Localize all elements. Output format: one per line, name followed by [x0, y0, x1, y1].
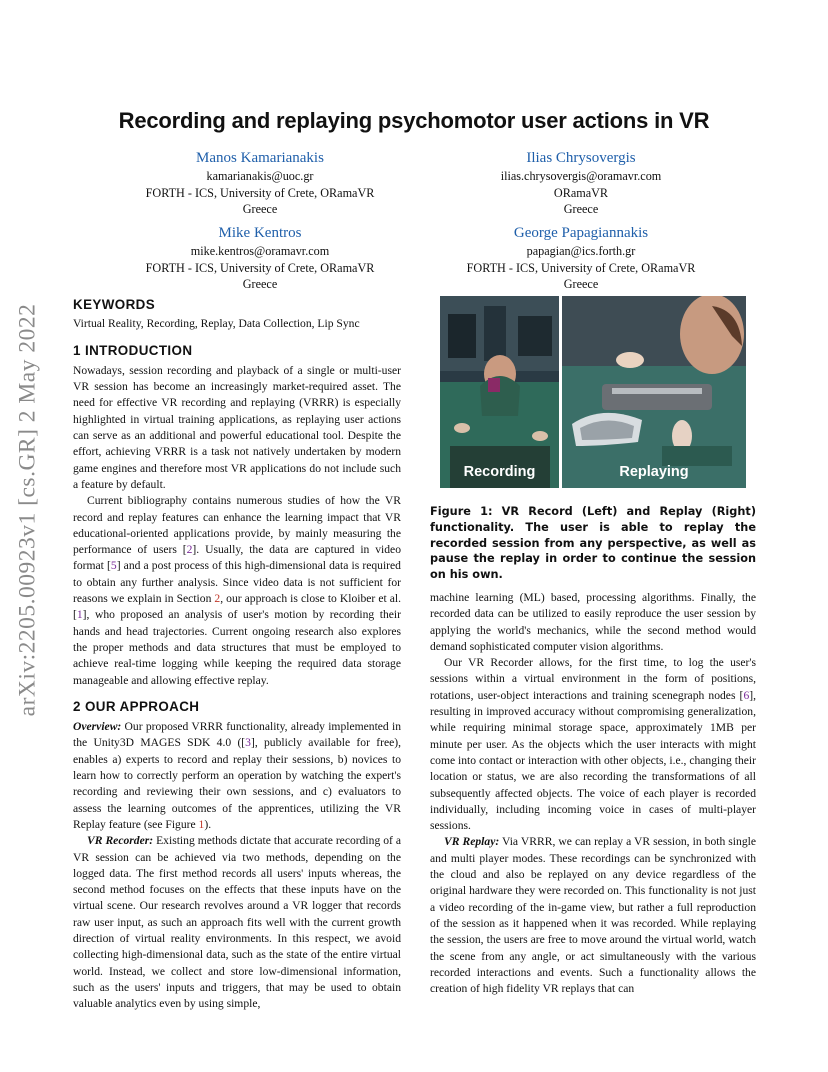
citation-link[interactable]: 5: [110, 559, 117, 573]
vr-replay-paragraph: VR Replay: Via VRRR, we can replay a VR session, in both single and multi player modes. These recordings can be synchronized with the cloud and also be replayed on any device regardless of the original hardware they were recorded on. This functionality is not just a video recording of the in-game view, but rather a full reproduction of the session as it happened when it was recorded. While replaying the session, the users are free to move around the virtual world, watch the scene from any angle, or act simultaneously with the various recorded interactions and events. Such a functionality allows the creation of high fidelity VR replays that can: [430, 835, 756, 996]
author-name[interactable]: Mike Kentros: [218, 225, 302, 241]
replaying-scene: [562, 296, 746, 488]
vr-recorder-paragraph: VR Recorder: Existing methods dictate that accurate recording of a VR session can be achieved via two methods, depending on the logged data. The first method records all users' inputs whereas, the second method focuses on the effects that these inputs have on the virtual scene. Our research revolves around a VR logger that records raw user input, as such an approach fits well with the current growth direction of virtual reality environments. In this respect, we avoid collecting high-dimensional data, such as the state of the entire virtual world. Instead, we collect and store low-dimensional information, such as the users' inputs and triggers, that may be used to obtain valuable analytics even by using simple,: [73, 834, 402, 1011]
intro-paragraph-2: Current bibliography contains numerous studies of how the VR record and replay features can enhance the learning impact that VR educational-oriented applications provide, by mainly measuring the performance of users [2]. Usually, the data are captured in video format [5] and a post process of this high-dimensional data is required to obtain any further analysis. Since video data is not sufficient for reasons we explain in Section 2, our approach is close to Kloiber et al. [1], who proposed an analysis of user's motion by recording their hands and head trajectories. Current ongoing research also explores the proper methods and data structures that must be employed to achieve real-time logging while keeping the required data storage manageable and allowing effective replay.: [73, 494, 401, 687]
author-block-3: [110, 224, 410, 293]
author-country: Greece: [563, 277, 599, 292]
author-email: kamarianakis@uoc.gr: [206, 169, 314, 183]
author-name[interactable]: George Papagiannakis: [513, 225, 649, 241]
section-link[interactable]: 2: [214, 592, 221, 606]
citation-link[interactable]: 6: [743, 688, 750, 702]
figure-caption: Figure 1: VR Record (Left) and Replay (Right) functionality. The user is able to replay the recorded session from any perspective, as well as pause the replay in order to continue the session on his own.: [430, 505, 756, 582]
author-country: Greece: [242, 202, 278, 217]
author-country: Greece: [563, 202, 599, 217]
section-1-heading: 1 INTRODUCTION: [73, 342, 193, 358]
replaying-image: [562, 296, 746, 488]
keywords-heading: KEYWORDS: [73, 297, 156, 312]
figure-link[interactable]: 1: [198, 817, 205, 831]
left-column: [73, 297, 401, 1012]
right-paragraph-1: machine learning (ML) based, processing algorithms. Finally, the recorded data can be utilized to easily reproduce the user session by applying the world's mechanics, while the second method would demand sophisticated computer vision algorithms.: [430, 591, 756, 653]
author-email: ilias.chrysovergis@oramavr.com: [500, 169, 662, 183]
author-affiliation: FORTH - ICS, University of Crete, ORamaVR: [145, 185, 375, 200]
author-name[interactable]: Ilias Chrysovergis: [526, 150, 636, 166]
author-block-4: [431, 224, 731, 293]
right-column: [430, 590, 756, 997]
author-email: papagian@ics.forth.gr: [526, 244, 636, 258]
author-affiliation: FORTH - ICS, University of Crete, ORamaVR: [145, 260, 375, 275]
author-name[interactable]: Manos Kamarianakis: [196, 150, 324, 166]
section-2-heading: 2 OUR APPROACH: [73, 698, 200, 714]
recording-image: [440, 296, 559, 488]
right-paragraph-2: Our VR Recorder allows, for the first time, to log the user's sessions within a virtual environment in the form of positions, rotations, user-object interactions and training scenegraph nodes [6], resulting in improved accuracy without compromising generalization, while requiring minimal storage space, approximately 1MB per minute per user. As the objects which the user interacts with might come into contact or interaction with other objects, i.e., changing their location or status, we are also recording the transformations of all subsequently affected objects. The voice of each player is recorded individually, including incoming voice in cases of multi-player sessions.: [430, 656, 756, 833]
arxiv-stamp: arXiv:2205.00923v1 [cs.GR] 2 May 2022: [14, 303, 41, 717]
keywords-text: Virtual Reality, Recording, Replay, Data Collection, Lip Sync: [73, 317, 360, 331]
author-email: mike.kentros@oramavr.com: [190, 244, 330, 258]
author-affiliation: FORTH - ICS, University of Crete, ORamaVR: [466, 260, 696, 275]
overview-paragraph: Overview: Our proposed VRRR functionality, already implemented in the Unity3D MAGES SDK 4.0 ([3], publicly available for free), enables a) experts to record and replay their sessions, b) novices to learn how to correctly perform an operation by watching the expert's recording and reviewing their own sessions, and c) evaluators to assess the learning outcomes of the apprentices, utilizing the VR Replay feature (see Figure 1).: [73, 720, 401, 831]
citation-link[interactable]: 1: [76, 608, 83, 622]
citation-link[interactable]: 2: [186, 543, 193, 557]
paper-title: Recording and replaying psychomotor user actions in VR: [118, 108, 710, 133]
citation-link[interactable]: 3: [245, 736, 251, 750]
recording-scene: [440, 296, 559, 488]
author-block-1: [110, 149, 410, 218]
intro-paragraph-1: Nowadays, session recording and playback of a single or multi-user VR session has become an increasingly market-required asset. The need for effective VR recording and replaying (VRRR) is especially highlighted in virtual training applications, as replaying user actions can serve as an additional and powerful educational tool. Despite the effort, achieving VRRR is a task not natively undertaken by modern game engines and therefore most VR applications do not include such a feature by default.: [73, 363, 401, 491]
recording-label: Recording: [463, 464, 536, 480]
figure-1: [440, 296, 746, 488]
replaying-label: Replaying: [619, 464, 689, 480]
author-block-2: [431, 149, 731, 218]
author-country: Greece: [242, 277, 278, 292]
author-affiliation: ORamaVR: [553, 185, 609, 200]
